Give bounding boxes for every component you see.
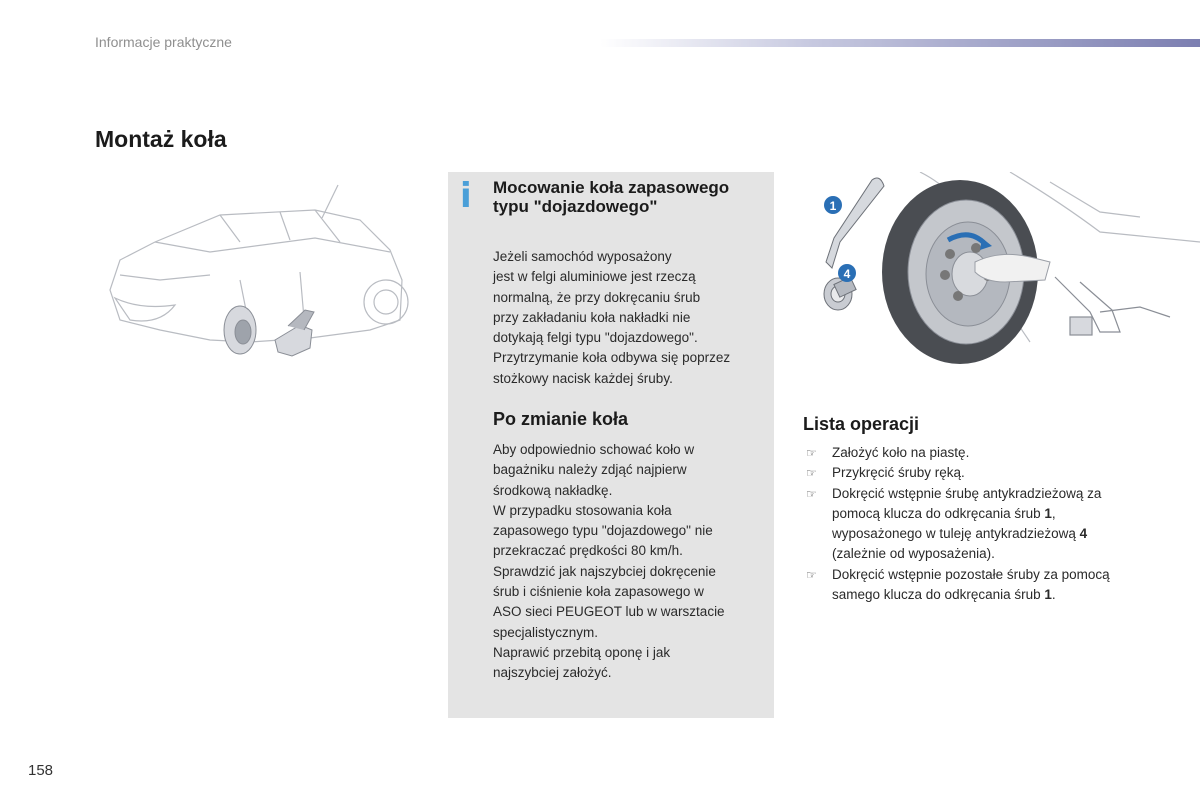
list-item: ☞ Dokręcić wstępnie pozostałe śruby za pomocą samego klucza do odkręcania śrub 1. [806, 566, 1110, 603]
page-title: Montaż koła [95, 126, 227, 152]
page-number: 158 [28, 762, 54, 779]
pointing-hand-icon: ☞ [806, 567, 817, 582]
list-item: ☞ Założyć koło na piastę. [806, 443, 1136, 463]
callout-4: 4 [843, 267, 851, 281]
operations-title: Lista operacji [803, 414, 920, 434]
list-item: ☞ Przykręcić śruby ręką. [806, 463, 1136, 483]
pointing-hand-icon: ☞ [806, 466, 817, 481]
callout-1: 1 [829, 199, 837, 213]
info-paragraph-2: Aby odpowiednio schować koło w bagażniku należy zdjąć najpierw środkową nakładkę. W przypadku stosowania koła zapasowego typu "dojazdowego" nie przekraczać prędkości 80 km/h. Sprawdzić jak najszybciej dokręcenie śrub i ciśnienie koła zapasowego w ASO sieci PEUGEOT lub w warsztacie specjalistycznym. Naprawić przebitą oponę i jak najszybciej założyć. [493, 442, 725, 681]
car-jack-illustration [100, 180, 420, 380]
info-paragraph: Jeżeli samochód wyposażony jest w felgi aluminiowe jest rzeczą normalną, że przy dokręcaniu śrub przy zakładaniu koła nakładki nie dotykają felgi typu "dojazdowego". Przytrzymanie koła odbywa się poprzez stożkowy nacisk każdej śruby. [493, 249, 731, 386]
section-header: Informacje praktyczne [95, 34, 232, 50]
info-subtitle: Po zmianie koła [493, 409, 629, 429]
list-item: ☞ Dokręcić wstępnie śrubę antykradzieżową za pomocą klucza do odkręcania śrub 1, wyposażonego w tuleję antykradzieżową 4 (zależnie od wyposażenia). [806, 485, 1102, 562]
info-title: Mocowanie koła zapasowego typu "dojazdowego" [493, 178, 730, 216]
pointing-hand-icon: ☞ [806, 486, 817, 501]
wheel-mounting-illustration [800, 172, 1200, 372]
info-box [448, 172, 774, 718]
pointing-hand-icon: ☞ [806, 446, 817, 460]
header-gradient-bar [600, 39, 1200, 47]
operations-list [806, 443, 1136, 605]
info-icon: i [460, 176, 472, 216]
